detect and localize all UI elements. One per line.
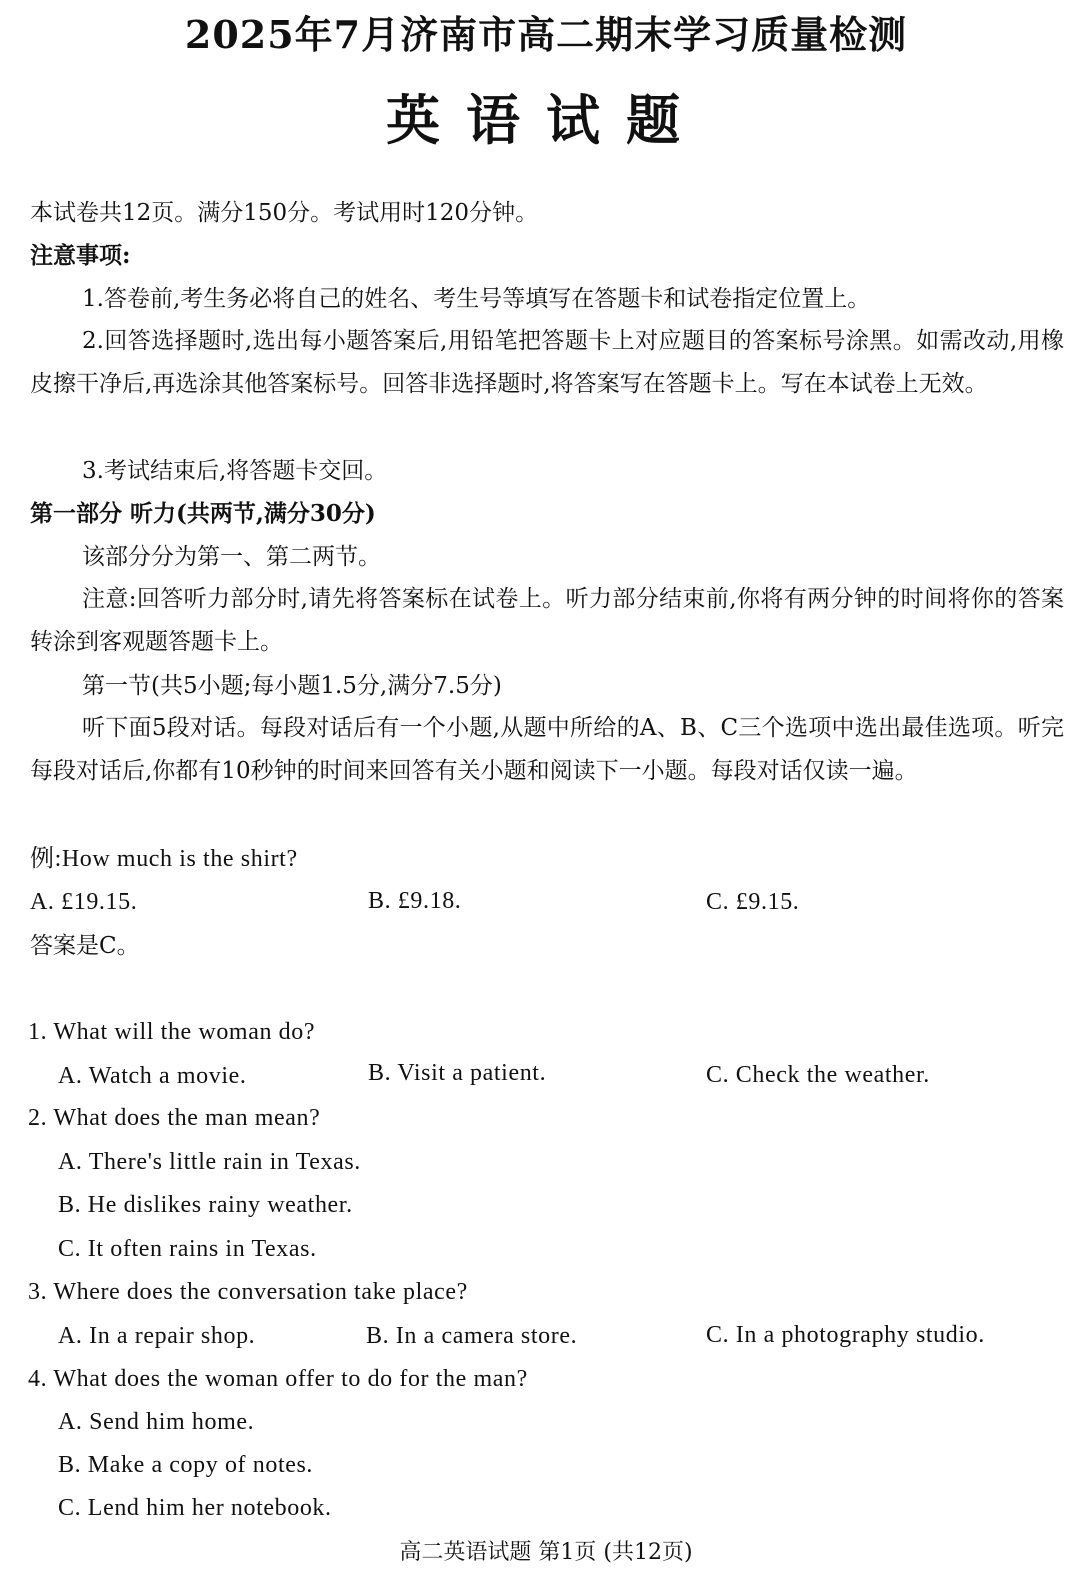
question-3-option-a: A. In a repair shop. bbox=[58, 1323, 256, 1349]
question-2-option-a: A. There's little rain in Texas. bbox=[58, 1149, 361, 1175]
question-1-stem: 1. What will the woman do? bbox=[28, 1019, 316, 1045]
question-4-option-a: A. Send him home. bbox=[58, 1409, 255, 1435]
section1-heading: 第一节(共5小题;每小题1.5分,满分7.5分) bbox=[82, 673, 502, 699]
exam-title: 2025年7月济南市高二期末学习质量检测 bbox=[184, 12, 908, 57]
question-4-option-c: C. Lend him her notebook. bbox=[58, 1495, 332, 1521]
question-1-option-b: B. Visit a patient. bbox=[368, 1060, 547, 1086]
notice-heading: 注意事项: bbox=[30, 242, 131, 269]
question-2-option-c: C. It often rains in Texas. bbox=[58, 1236, 317, 1262]
part1-heading: 第一部分 听力(共两节,满分30分) bbox=[30, 500, 376, 527]
example-question: 例:How much is the shirt? bbox=[30, 846, 298, 872]
question-2-stem: 2. What does the man mean? bbox=[28, 1105, 321, 1131]
question-4-stem: 4. What does the woman offer to do for the man? bbox=[28, 1366, 528, 1392]
exam-info: 本试卷共12页。满分150分。考试用时120分钟。 bbox=[30, 200, 539, 226]
example-option-a: A. £19.15. bbox=[30, 889, 138, 915]
notice-item-1: 1.答卷前,考生务必将自己的姓名、考生号等填写在答题卡和试卷指定位置上。 bbox=[82, 286, 871, 312]
example-answer: 答案是C。 bbox=[30, 933, 140, 959]
part1-description: 该部分分为第一、第二两节。 bbox=[82, 544, 381, 570]
section1-instructions: 听下面5段对话。每段对话后有一个小题,从题中所给的A、B、C三个选项中选出最佳选项。听完每段对话后,你都有10秒钟的时间来回答有关小题和阅读下一小题。每段对话仅读一遍。 bbox=[30, 715, 1064, 784]
exam-subject-title: 英语试题 bbox=[386, 88, 706, 152]
page-footer: 高二英语试题 第1页 (共12页) bbox=[399, 1540, 693, 1565]
question-3-option-b: B. In a camera store. bbox=[366, 1323, 578, 1349]
question-3-option-c: C. In a photography studio. bbox=[706, 1322, 985, 1348]
question-3-stem: 3. Where does the conversation take place? bbox=[28, 1279, 468, 1305]
notice-item-3: 3.考试结束后,将答题卡交回。 bbox=[82, 458, 388, 484]
question-2-option-b: B. He dislikes rainy weather. bbox=[58, 1192, 353, 1218]
part1-attention: 注意:回答听力部分时,请先将答案标在试卷上。听力部分结束前,你将有两分钟的时间将你的答案转涂到客观题答题卡上。 bbox=[30, 586, 1064, 655]
question-1-option-c: C. Check the weather. bbox=[706, 1062, 930, 1088]
example-option-b: B. £9.18. bbox=[368, 888, 462, 914]
question-4-option-b: B. Make a copy of notes. bbox=[58, 1452, 314, 1478]
example-option-c: C. £9.15. bbox=[706, 889, 800, 915]
question-1-option-a: A. Watch a movie. bbox=[58, 1063, 247, 1089]
notice-item-2: 2.回答选择题时,选出每小题答案后,用铅笔把答题卡上对应题目的答案标号涂黑。如需改动,用橡皮擦干净后,再选涂其他答案标号。回答非选择题时,将答案写在答题卡上。写在本试卷上无效。 bbox=[30, 328, 1064, 397]
